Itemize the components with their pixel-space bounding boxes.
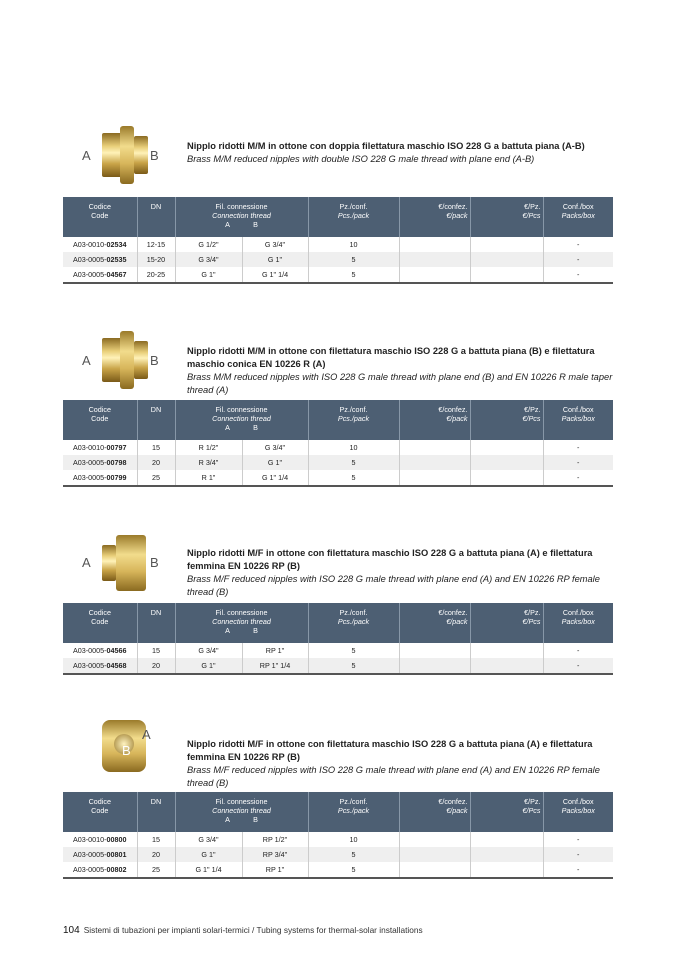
pcs-pack-cell: 5 xyxy=(308,470,399,486)
pcs-pack-cell: 10 xyxy=(308,440,399,455)
thread-a-cell: G 3/4" xyxy=(175,643,242,658)
packs-box-cell: - xyxy=(543,847,613,862)
label-b: B xyxy=(122,743,131,758)
title-italian: Nipplo ridotti M/M in ottone con doppia filettatura maschio ISO 228 G a battuta piana (A-B) xyxy=(187,141,585,151)
label-a: A xyxy=(82,353,91,368)
brass-nipple-image xyxy=(80,527,190,597)
packs-box-cell: - xyxy=(543,658,613,674)
table-row xyxy=(63,237,613,252)
code-cell: A03-0005-04568 xyxy=(63,658,137,674)
pcs-pack-cell: 5 xyxy=(308,658,399,674)
price-pcs-cell xyxy=(470,847,543,862)
thread-b-cell: RP 1" xyxy=(242,643,308,658)
pcs-pack-cell: 10 xyxy=(308,832,399,847)
header-dn: DN xyxy=(137,603,175,643)
price-pcs-cell xyxy=(470,252,543,267)
section-title xyxy=(187,547,617,599)
code-cell: A03-0005-00799 xyxy=(63,470,137,486)
table-row xyxy=(63,267,613,283)
table-row xyxy=(63,440,613,455)
thread-b-cell: RP 1" xyxy=(242,862,308,878)
label-b: B xyxy=(150,555,159,570)
section-title xyxy=(187,738,617,790)
price-pcs-cell xyxy=(470,832,543,847)
thread-b-cell: G 3/4" xyxy=(242,237,308,252)
thread-b-cell: RP 1" 1/4 xyxy=(242,658,308,674)
table-row xyxy=(63,832,613,847)
price-pcs-cell xyxy=(470,862,543,878)
title-italian: Nipplo ridotti M/M in ottone con filettatura maschio ISO 228 G a battuta piana (B) e filettatura maschio conica EN 10226 R (A) xyxy=(187,346,595,369)
header-price-pcs: €/Pz. €/Pcs xyxy=(470,400,543,440)
dn-cell: 25 xyxy=(137,470,175,486)
price-pack-cell xyxy=(399,440,470,455)
packs-box-cell: - xyxy=(543,455,613,470)
dn-cell: 20 xyxy=(137,455,175,470)
thread-b-cell: G 1" xyxy=(242,252,308,267)
header-price-pack: €/confez. €/pack xyxy=(399,603,470,643)
price-pack-cell xyxy=(399,237,470,252)
header-dn: DN xyxy=(137,400,175,440)
thread-a-cell: G 1/2" xyxy=(175,237,242,252)
pcs-pack-cell: 5 xyxy=(308,847,399,862)
thread-b-cell: RP 3/4" xyxy=(242,847,308,862)
packs-box-cell: - xyxy=(577,443,580,452)
thread-a-cell: R 3/4" xyxy=(175,455,242,470)
dn-cell: 20-25 xyxy=(137,267,175,283)
thread-a-cell: G 1" xyxy=(175,267,242,283)
title-italian: Nipplo ridotti M/F in ottone con filettatura maschio ISO 228 G a battuta piana (A) e filettatura femmina EN 10226 RP (B) xyxy=(187,548,593,571)
packs-box-cell: - xyxy=(577,240,580,249)
label-a: A xyxy=(82,555,91,570)
header-price-pcs: €/Pz. €/Pcs xyxy=(470,197,543,237)
price-pack-cell xyxy=(399,455,470,470)
packs-box-cell: - xyxy=(543,252,613,267)
price-pack-cell xyxy=(399,267,470,283)
price-pcs-cell xyxy=(470,643,543,658)
header-packs-box: Conf./box Packs/box xyxy=(543,603,613,643)
thread-a-cell: R 1" xyxy=(175,470,242,486)
dn-cell: 20 xyxy=(137,847,175,862)
table-row xyxy=(63,643,613,658)
packs-box-cell: - xyxy=(577,835,580,844)
table-row xyxy=(63,862,613,878)
code-cell: A03-0005-00802 xyxy=(63,862,137,878)
table-row xyxy=(63,847,613,862)
title-english: Brass M/M reduced nipples with ISO 228 G male thread with plane end (B) and EN 10226 R male taper thread (A) xyxy=(187,372,613,395)
packs-box-cell: - xyxy=(543,470,613,486)
header-dn: DN xyxy=(137,197,175,237)
price-pcs-cell xyxy=(470,440,543,455)
code-cell: A03-0010-00800 xyxy=(63,832,137,847)
price-pcs-cell xyxy=(470,237,543,252)
header-packs-box: Conf./box Packs/box xyxy=(543,792,613,832)
header-price-pack: €/confez. €/pack xyxy=(399,197,470,237)
dn-cell: 15 xyxy=(137,440,175,455)
header-packs-box: Conf./box Packs/box xyxy=(543,400,613,440)
code-cell: A03-0005-00801 xyxy=(63,847,137,862)
pcs-pack-cell: 5 xyxy=(308,455,399,470)
header-price-pack: €/confez. €/pack xyxy=(399,792,470,832)
dn-cell: 25 xyxy=(137,862,175,878)
brass-nipple-image xyxy=(80,718,190,788)
section-title xyxy=(187,140,617,166)
table-row xyxy=(63,252,613,267)
price-pcs-cell xyxy=(470,455,543,470)
thread-b-cell: G 1" 1/4 xyxy=(242,267,308,283)
pcs-pack-cell: 5 xyxy=(308,862,399,878)
product-table xyxy=(63,400,613,487)
price-pack-cell xyxy=(399,862,470,878)
page-number: 104 xyxy=(63,925,80,936)
header-thread: Fil. connessione Connection thread A B xyxy=(175,400,308,440)
thread-a-cell: G 1" xyxy=(175,847,242,862)
thread-a-cell: G 1" xyxy=(175,658,242,674)
title-english: Brass M/M reduced nipples with double ISO 228 G male thread with plane end (A-B) xyxy=(187,154,535,164)
code-cell: A03-0005-04567 xyxy=(63,267,137,283)
thread-a-cell: R 1/2" xyxy=(175,440,242,455)
table-row xyxy=(63,470,613,486)
dn-cell: 15 xyxy=(137,832,175,847)
header-packs-box: Conf./box Packs/box xyxy=(543,197,613,237)
code-cell: A03-0010-00797 xyxy=(63,440,137,455)
header-pcs-pack: Pz./conf. Pcs./pack xyxy=(308,400,399,440)
header-pcs-pack: Pz./conf. Pcs./pack xyxy=(308,603,399,643)
product-table xyxy=(63,603,613,675)
product-table xyxy=(63,197,613,284)
header-price-pcs: €/Pz. €/Pcs xyxy=(470,792,543,832)
label-b: B xyxy=(150,148,159,163)
packs-box-cell: - xyxy=(543,267,613,283)
price-pcs-cell xyxy=(470,470,543,486)
section-title xyxy=(187,345,617,397)
code-cell: A03-0005-00798 xyxy=(63,455,137,470)
thread-b-cell: RP 1/2" xyxy=(242,832,308,847)
title-italian: Nipplo ridotti M/F in ottone con filettatura maschio ISO 228 G a battuta piana (A) e filettatura femmina EN 10226 RP (B) xyxy=(187,739,593,762)
price-pack-cell xyxy=(399,643,470,658)
pcs-pack-cell: 5 xyxy=(308,252,399,267)
thread-a-cell: G 3/4" xyxy=(175,252,242,267)
thread-a-cell: G 1" 1/4 xyxy=(175,862,242,878)
price-pack-cell xyxy=(399,832,470,847)
table-row xyxy=(63,658,613,674)
dn-cell: 15 xyxy=(137,643,175,658)
packs-box-cell: - xyxy=(577,646,580,655)
header-code: Codice Code xyxy=(63,400,137,440)
price-pcs-cell xyxy=(470,267,543,283)
header-thread: Fil. connessione Connection thread A B xyxy=(175,197,308,237)
label-a: A xyxy=(142,727,151,742)
label-a: A xyxy=(82,148,91,163)
title-english: Brass M/F reduced nipples with ISO 228 G male thread with plane end (A) and EN 10226 RP female thread (B) xyxy=(187,574,600,597)
thread-b-cell: G 3/4" xyxy=(242,440,308,455)
header-price-pack: €/confez. €/pack xyxy=(399,400,470,440)
product-table xyxy=(63,792,613,879)
header-pcs-pack: Pz./conf. Pcs./pack xyxy=(308,792,399,832)
header-code: Codice Code xyxy=(63,197,137,237)
header-code: Codice Code xyxy=(63,792,137,832)
brass-nipple-image xyxy=(80,120,190,190)
code-cell: A03-0010-02534 xyxy=(63,237,137,252)
price-pack-cell xyxy=(399,470,470,486)
price-pack-cell xyxy=(399,658,470,674)
label-b: B xyxy=(150,353,159,368)
code-cell: A03-0005-04566 xyxy=(63,643,137,658)
header-thread: Fil. connessione Connection thread A B xyxy=(175,792,308,832)
header-dn: DN xyxy=(137,792,175,832)
title-english: Brass M/F reduced nipples with ISO 228 G male thread with plane end (A) and EN 10226 RP female thread (B) xyxy=(187,765,600,788)
price-pack-cell xyxy=(399,847,470,862)
footer-text: Sistemi di tubazioni per impianti solari-termici / Tubing systems for thermal-solar installations xyxy=(83,925,423,935)
dn-cell: 15-20 xyxy=(137,252,175,267)
thread-a-cell: G 3/4" xyxy=(175,832,242,847)
header-price-pcs: €/Pz. €/Pcs xyxy=(470,603,543,643)
footer xyxy=(63,925,423,936)
header-pcs-pack: Pz./conf. Pcs./pack xyxy=(308,197,399,237)
packs-box-cell: - xyxy=(543,862,613,878)
pcs-pack-cell: 5 xyxy=(308,643,399,658)
code-cell: A03-0005-02535 xyxy=(63,252,137,267)
price-pack-cell xyxy=(399,252,470,267)
thread-b-cell: G 1" xyxy=(242,455,308,470)
dn-cell: 20 xyxy=(137,658,175,674)
pcs-pack-cell: 5 xyxy=(308,267,399,283)
brass-nipple-image xyxy=(80,325,190,395)
header-thread: Fil. connessione Connection thread A B xyxy=(175,603,308,643)
header-code: Codice Code xyxy=(63,603,137,643)
table-row xyxy=(63,455,613,470)
price-pcs-cell xyxy=(470,658,543,674)
thread-b-cell: G 1" 1/4 xyxy=(242,470,308,486)
pcs-pack-cell: 10 xyxy=(308,237,399,252)
dn-cell: 12-15 xyxy=(137,237,175,252)
